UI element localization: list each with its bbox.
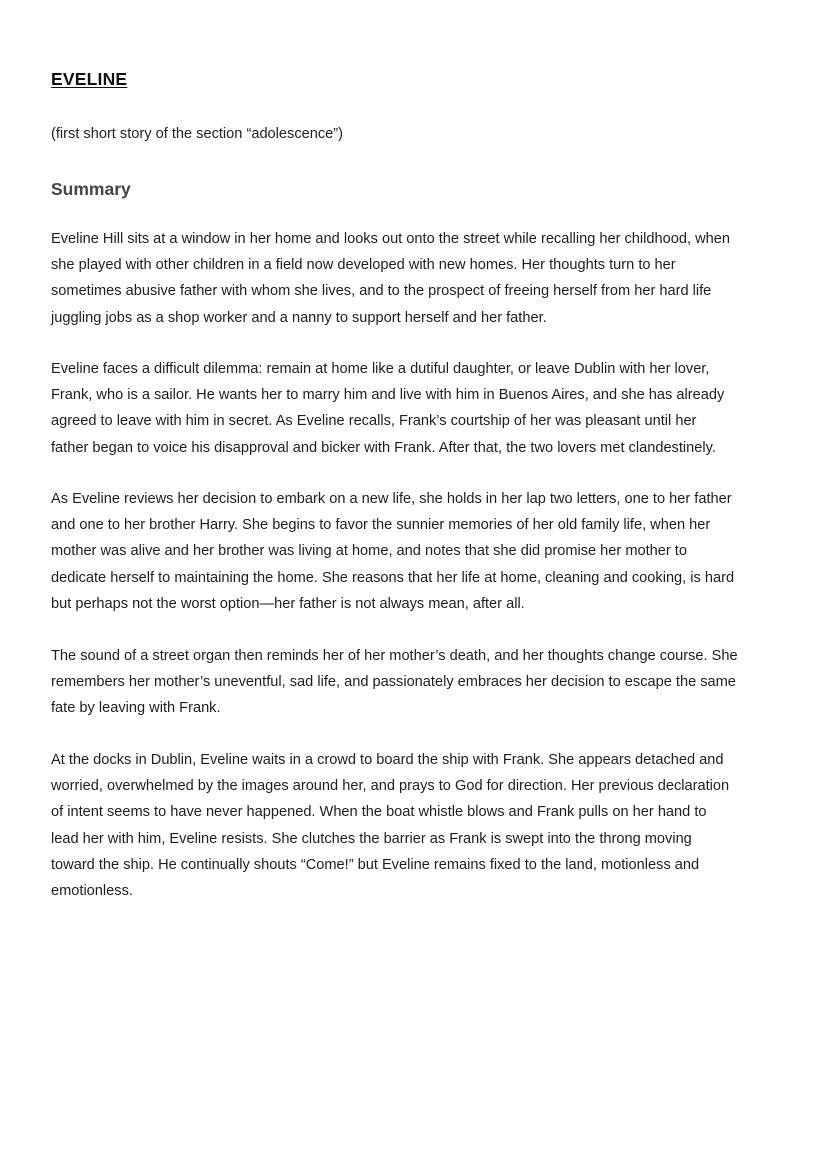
paragraph-line: remembers her mother’s uneventful, sad life, and passionately embraces her decision to escape the same — [51, 674, 736, 691]
summary-paragraph-1 — [51, 226, 781, 331]
paragraph-line: Eveline faces a difficult dilemma: remain at home like a dutiful daughter, or leave Dublin with her lover, — [51, 361, 710, 377]
paragraph-line: fate by leaving with Frank. — [51, 700, 221, 717]
paragraph-line: At the docks in Dublin, Eveline waits in a crowd to board the ship with Frank. She appears detached and — [51, 752, 724, 768]
paragraph-line: she played with other children in a field now developed with new homes. Her thoughts turn to her — [51, 257, 676, 274]
paragraph-line: As Eveline reviews her decision to embark on a new life, she holds in her lap two letters, one to her father — [51, 491, 732, 507]
paragraph-line: mother was alive and her brother was living at home, and notes that she did promise her mother to — [51, 543, 687, 560]
paragraph-line: lead her with him, Eveline resists. She clutches the barrier as Frank is swept into the throng moving — [51, 830, 692, 847]
paragraph-line: of intent seems to have never happened. When the boat whistle blows and Frank pulls on her hand to — [51, 804, 707, 821]
summary-paragraph-5 — [51, 747, 781, 904]
paragraph-line: but perhaps not the worst option—her father is not always mean, after all. — [51, 595, 525, 612]
paragraph-line: Frank, who is a sailor. He wants her to marry him and live with him in Buenos Aires, and she has already — [51, 387, 725, 404]
paragraph-line: worried, overwhelmed by the images around her, and prays to God for direction. Her previous declaration — [51, 778, 730, 795]
paragraph-line: juggling jobs as a shop worker and a nanny to support herself and her father. — [51, 309, 547, 326]
paragraph-line: dedicate herself to maintaining the home. She reasons that her life at home, cleaning and cooking, is hard — [51, 569, 735, 586]
paragraph-line: toward the ship. He continually shouts “Come!” but Eveline remains fixed to the land, motionless and — [51, 856, 700, 873]
paragraph-line: sometimes abusive father with whom she lives, and to the prospect of freeing herself from her hard life — [51, 283, 712, 300]
paragraph-line: agreed to leave with him in secret. As Eveline recalls, Frank’s courtship of her was pleasant until her — [51, 413, 697, 430]
paragraph-line: emotionless. — [51, 883, 133, 900]
paragraph-line: Eveline Hill sits at a window in her home and looks out onto the street while recalling her childhood, when — [51, 231, 730, 247]
summary-paragraph-4 — [51, 643, 781, 722]
paragraph-line: and one to her brother Harry. She begins to favor the sunnier memories of her old family life, when her — [51, 517, 711, 534]
document-title: EVELINE — [51, 69, 128, 89]
paragraph-line: The sound of a street organ then reminds her of her mother’s death, and her thoughts change course. She — [51, 648, 738, 664]
document-subtitle: (first short story of the section “adolescence”) — [51, 126, 343, 142]
section-heading-summary: Summary — [51, 179, 131, 199]
summary-paragraph-3 — [51, 486, 781, 617]
paragraph-line: father began to voice his disapproval and bicker with Frank. After that, the two lovers met clandestinely. — [51, 439, 716, 456]
summary-paragraph-2 — [51, 356, 781, 461]
